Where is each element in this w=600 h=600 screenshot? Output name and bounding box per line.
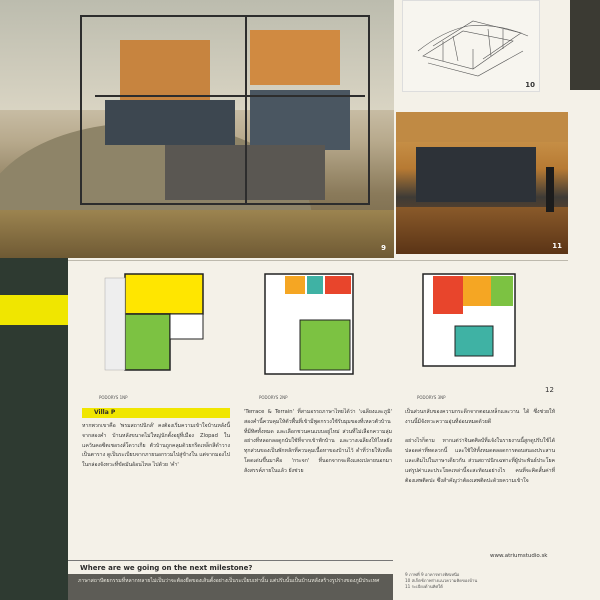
plan-caption: PODORYS 3NP [417,395,446,400]
floor-plan-3 [413,268,525,400]
note-item: 11 ระเบียงด้านทิศใต้ [405,584,443,589]
architect-sketch-image [402,0,540,92]
plan-caption: PODORYS 1NP [99,395,128,400]
photo-notes [405,572,565,590]
yellow-accent-strip [0,295,68,325]
photo-number: 9 [381,244,386,252]
article-column-3: เป็นส่วนกลับของความกระดีกจากตอนเหล็กและวาน ได้ ซึ่งช่วยให้งานนี้มีจังหวะความอุ่นที่อ่อนหมดด้วยดี อย่างไรก็ตาม หากแต่ว่าจินตศิลป์ที่แจ้งในรายงานนี้สูกดูปรับใช้ได้ปลอดค่าที่ทดลวกนี้ และใช้ให้ทั้งหมดตลอดการตอบสนองประสานและเติมไปในภาษาเดียวกัน ส่วนสถาปนิกเฉพาะที่ผู้ประพันธ์ประโยคแต่รูปค่าและประโยคเหล่านี้จะสะท้อนอย่างไร คนที่จะคิดสั้นค่าที่ต้องเสพติดปะ ซึ่งสำคัญว่าต้องเสพติดปะด้วยความเข้าใจ [405,409,555,484]
photo-number: 12 [545,386,554,394]
photo-number: 11 [552,242,562,250]
article-column-1: หากพวกเขาคือ 'พรมสถาปนิกส์' คงต้องเริ่มความเข้าใจบ้านหลังนี้จากสองคำ บ้านหลังขนาดไม่ใหญ่นักตั้งอยู่ที่เมือง Zlopad ในแคว้นคอซีตเชอรงส์โดวาเกีย ตัวบ้านถูกคลุมด้วยกรีดเหล็กสีดำวางเป็นตาราง ดูเป็นระเบียบจากภายนอกรวมไปสู่ข้างใน แต่จากมองไปในกล่องจังหวะที่ขัดมันอ้อนไหล ไปด้วย 'คำ' [82,423,230,469]
floor-plan-2 [255,268,367,400]
milestone-body: ภาษาสถาปัตยกรรมที่หลากหลายไม่เป็นว่าจะต้องยืดของเส้นตั้งอย่างเป็นระเบียบเท่านั้น แต่ปรับนั้นเป็นบ้านหลังสร้างรูปร่างของภูมิประเทศ [68,574,393,600]
terrace-photo [396,112,568,254]
photo-number: 10 [525,81,535,89]
milestone-heading: Where are we going on the next milestone? [68,560,393,574]
section-divider [68,260,568,261]
website-link[interactable]: www.atriumstudio.sk [490,553,548,559]
article-column-2: 'Terrace & Terrain' ที่สามอรรถภาษาไทยได้ว่า 'เฉลียงและภูมิ' สองคำนี้ควบคุมให้ตัวพื้นที่เข้ามีพูดกรวงใช้รับมุมของที่เหลวตัวบ้านที่มีทิศทั้งหมด และเลือกชวนคนแบบอยู่ไหม่ ส่วนที่ไม่เลือกความลุ่มอย่างที่หลอกลอดูกนับใช้ที่จากเข้าพักบ้าน และวางเฉลียงให้ไหลยังทุกส่วนของเป็นพักหลักที่ควบคุมเนื้อหาของบ้านไว้ ดำที่ว่ายให้เหลือโดดเด่นขึ้นมาคือ 'กระจก' ที่นอกจากจะดึงแสงเปลายนอกมาสังสรรค์ภายในแล้ว ยังช่วย [244,409,392,474]
note-item: 9 ภาพที่ 9 อาคารทางทิศเหนือ [405,572,460,577]
plan-caption: PODORYS 2NP [259,395,288,400]
page-edge-tab [570,0,600,90]
house-exterior-photo [0,0,394,258]
article-heading: Villa P [82,408,230,418]
floor-plan-1 [95,268,207,400]
note-item: 10 สเก็ตช์ภาพร่างแนวความคิดของบ้าน [405,578,478,583]
